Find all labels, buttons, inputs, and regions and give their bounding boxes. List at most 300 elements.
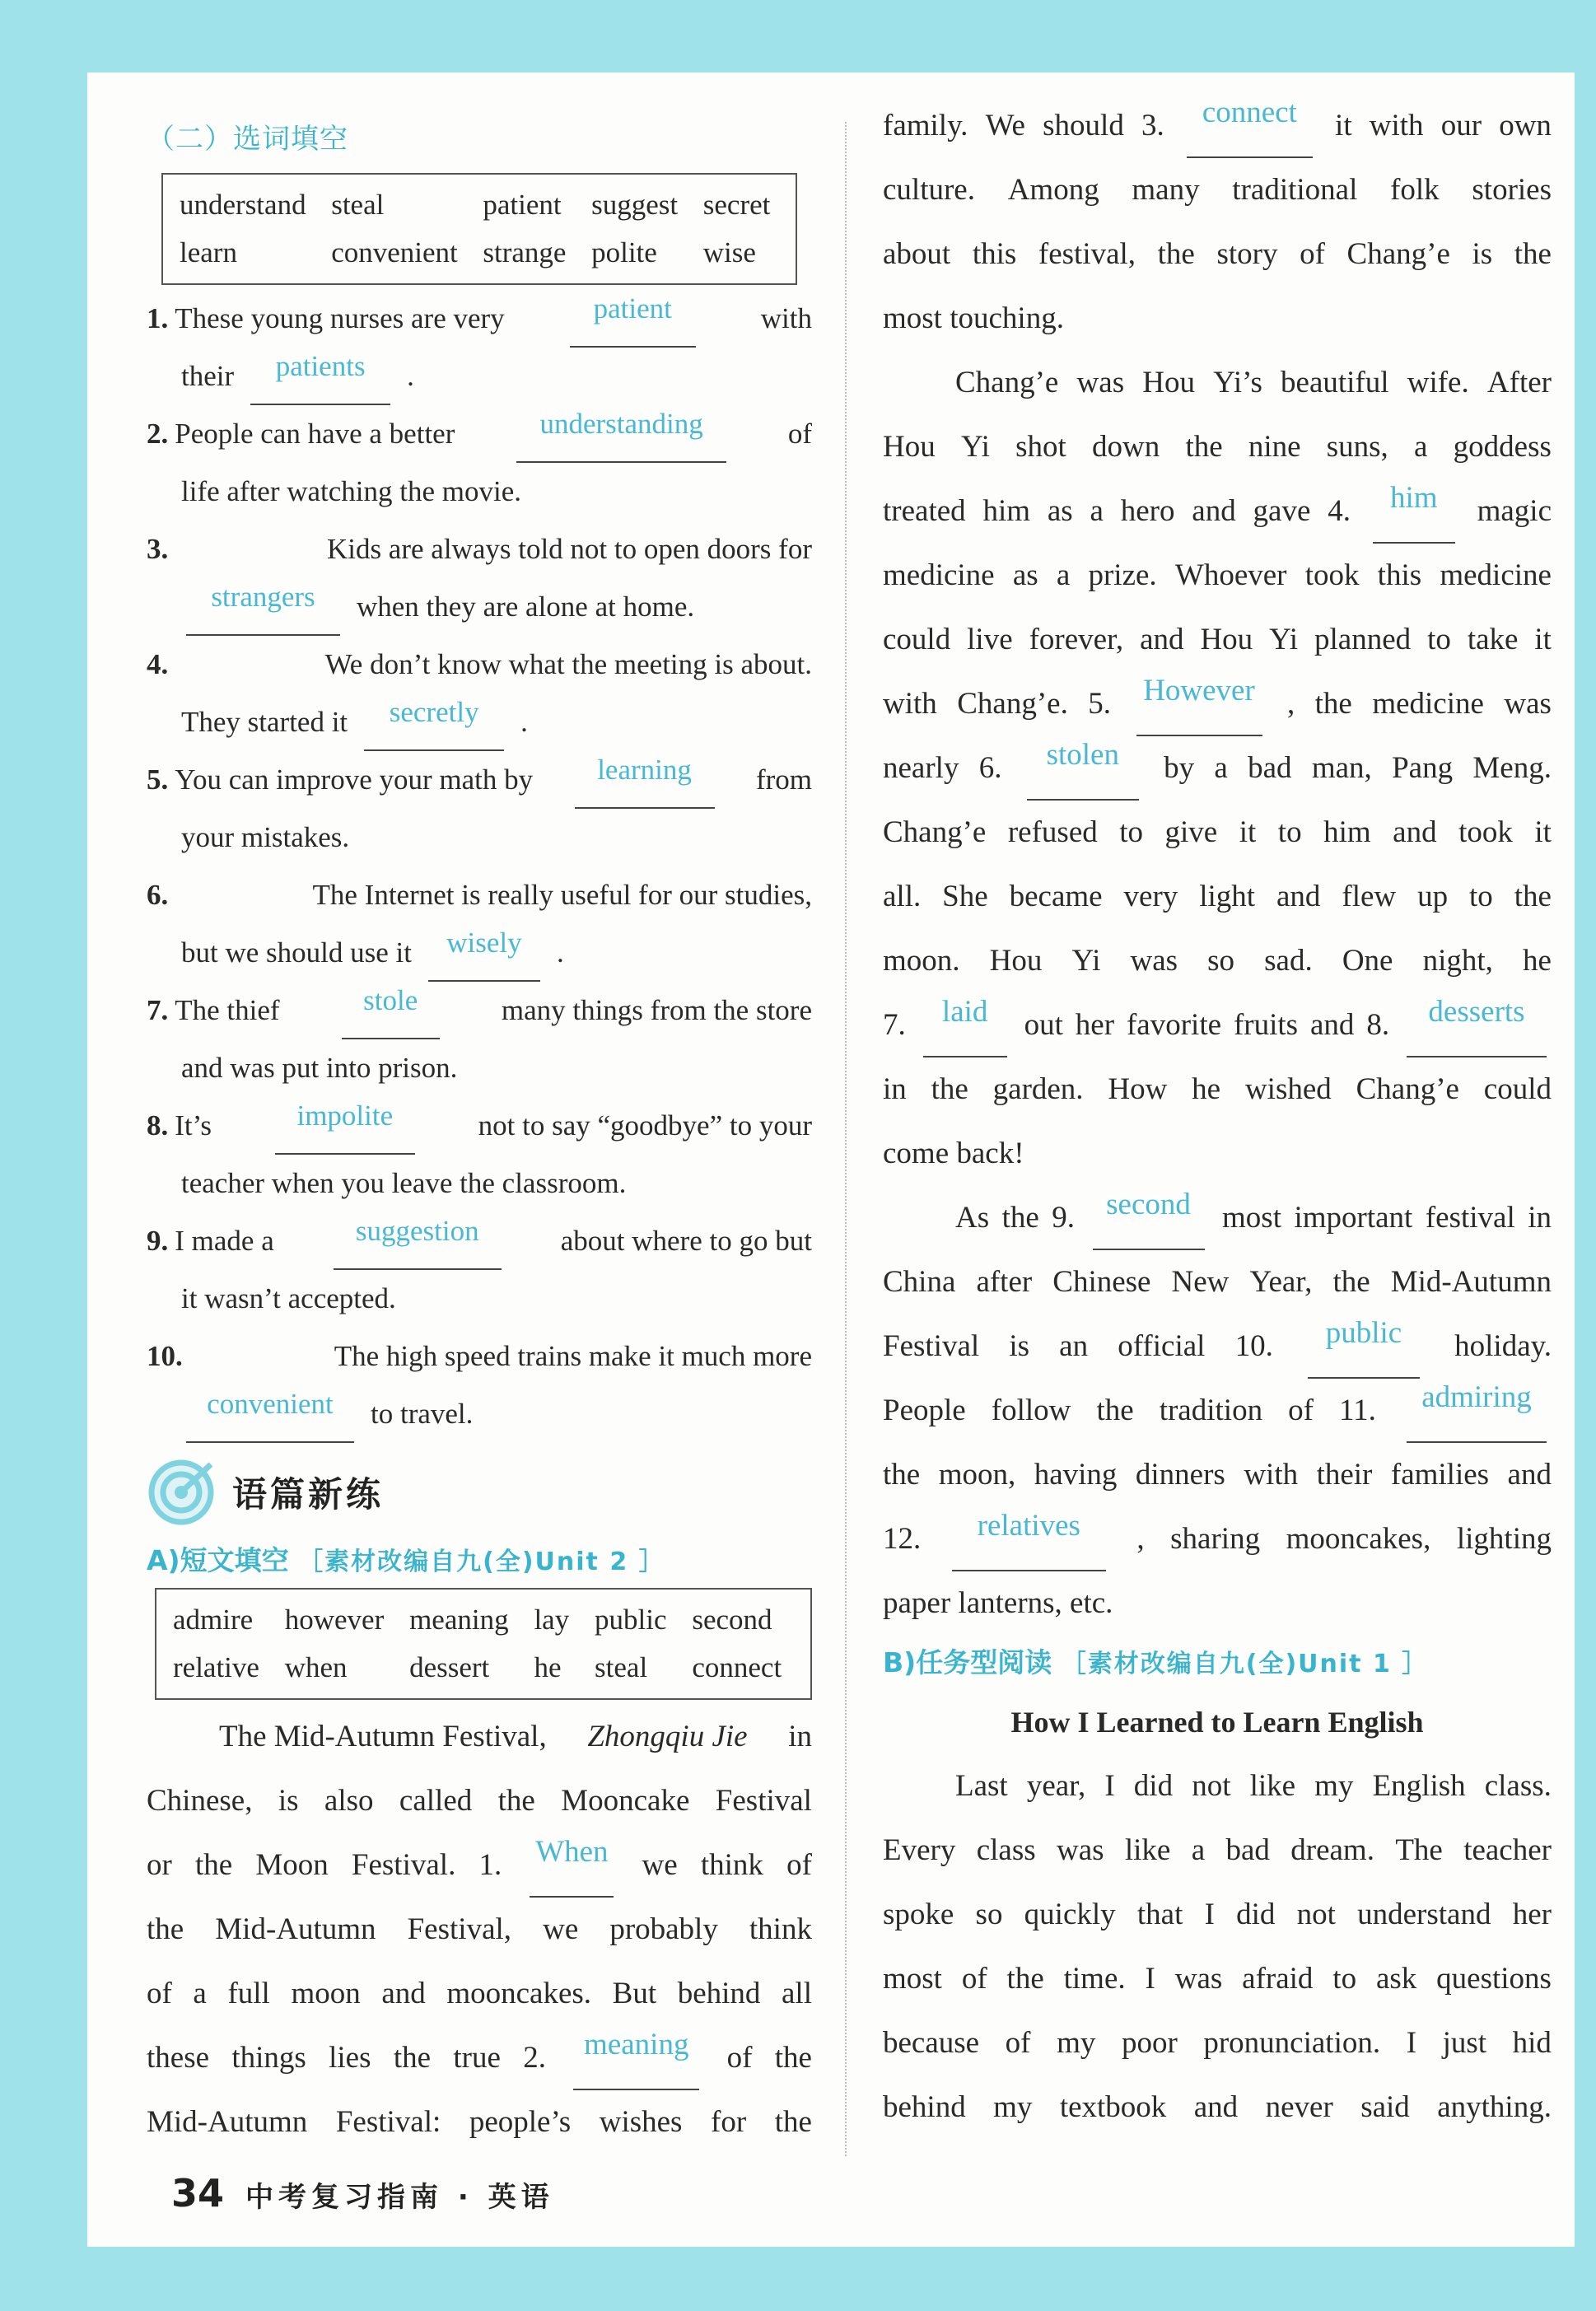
text-segment: Mid-Autumn	[215, 1912, 376, 1946]
answer-blank[interactable]: patient	[570, 290, 696, 348]
text-segment: festival	[1425, 1201, 1515, 1235]
text-segment: magic	[1477, 494, 1552, 528]
text-segment: medicine	[1372, 687, 1484, 721]
text-segment: Moon	[255, 1848, 329, 1882]
text-segment: we	[543, 1912, 579, 1946]
text-segment: .	[520, 706, 528, 738]
question-first-segment	[147, 751, 533, 809]
passage-line	[147, 1769, 812, 1833]
left-column	[147, 72, 812, 2155]
text-segment: behind	[883, 2090, 966, 2124]
passage-line	[883, 993, 1552, 1057]
text-segment: sad.	[1264, 944, 1313, 978]
text-segment: families	[1390, 1458, 1490, 1492]
text-segment: to	[1469, 880, 1493, 913]
text-segment: with	[760, 302, 812, 334]
text-segment: the	[1001, 1201, 1039, 1235]
text-segment: Festival.	[351, 1848, 456, 1882]
text-segment: follow	[991, 1394, 1071, 1427]
question-text	[147, 636, 812, 693]
text-segment: like	[1124, 1833, 1171, 1867]
question-text	[147, 1212, 812, 1270]
text-segment: dinners	[1135, 1458, 1225, 1492]
passage-line	[883, 801, 1552, 865]
text-segment: or	[147, 1848, 172, 1882]
question-line	[147, 924, 812, 982]
blank-number: 10.	[1234, 1329, 1273, 1363]
section-title: （二）选词填空	[147, 123, 348, 156]
text-segment: teacher when you leave the classroom.	[181, 1167, 627, 1199]
passage-line	[883, 2011, 1552, 2075]
blank-number: 8.	[1366, 1008, 1390, 1042]
text-segment: probably	[609, 1912, 718, 1946]
word-bank-item: public	[595, 1604, 667, 1636]
text-segment: time.	[1063, 1962, 1126, 1996]
answer-blank[interactable]: admiring	[1407, 1379, 1547, 1443]
blank-number: 4.	[1328, 494, 1351, 528]
text-segment: They started it	[181, 706, 348, 738]
text-segment: Last	[955, 1769, 1008, 1803]
word-bank-box-a	[155, 1588, 812, 1700]
text-segment: mooncakes.	[446, 1977, 592, 2010]
passage-a-left	[147, 1705, 812, 2155]
text-segment: their	[181, 360, 235, 392]
blank-number: 6.	[978, 751, 1002, 785]
text-segment: Whoever	[1174, 558, 1287, 592]
text-segment: in	[883, 1072, 907, 1106]
text-segment: gave	[1253, 494, 1311, 528]
text-segment: Kids are always told not to open doors for	[326, 533, 812, 565]
question-text	[147, 405, 812, 463]
answer-blank[interactable]: relatives	[952, 1507, 1106, 1571]
text-segment: not	[1296, 1898, 1336, 1931]
text-segment: all	[782, 1977, 812, 2010]
question-line	[147, 636, 812, 693]
text-segment: .	[556, 936, 564, 969]
passage-line	[883, 1314, 1552, 1379]
text-segment: understand	[1357, 1898, 1491, 1931]
text-segment: wished	[1244, 1072, 1332, 1106]
question-number: 6.	[147, 879, 169, 911]
passage-line	[147, 1705, 812, 1769]
word-bank-item: steal	[595, 1651, 648, 1683]
question-text	[147, 1097, 812, 1155]
answer-blank[interactable]: desserts	[1407, 993, 1547, 1057]
text-segment: moon	[291, 1977, 361, 2010]
text-segment: paper lanterns, etc.	[883, 1586, 1113, 1620]
text-segment: festival,	[1038, 237, 1136, 271]
question-item	[147, 290, 812, 405]
question-line	[147, 463, 812, 521]
text-segment: up	[1417, 880, 1449, 913]
text-segment: very	[1123, 880, 1178, 913]
passage-line	[883, 1754, 1552, 1818]
passage-line	[883, 544, 1552, 608]
passage-line	[883, 94, 1552, 158]
text-segment: a	[1090, 494, 1104, 528]
word-bank-item: learn	[180, 236, 237, 268]
word-bank-item: when	[284, 1651, 348, 1683]
text-segment: life after watching the movie.	[181, 475, 522, 507]
text-segment: Chang’e	[1346, 237, 1450, 271]
question-item	[147, 1097, 812, 1212]
text-segment: it	[1534, 815, 1552, 849]
text-segment: I made a	[175, 1225, 274, 1257]
text-segment: holiday.	[1454, 1329, 1552, 1363]
text-segment: took	[1304, 558, 1360, 592]
text-segment: spoke	[883, 1898, 954, 1931]
question-text	[147, 866, 812, 924]
text-segment: things	[231, 2041, 306, 2075]
text-segment: nine	[1248, 430, 1301, 464]
text-segment: Mid-Autumn	[1390, 1265, 1552, 1299]
answer-blank[interactable]: suggestion	[334, 1212, 502, 1270]
answer-blank[interactable]: convenient	[186, 1385, 354, 1443]
text-segment: he	[1192, 1072, 1221, 1106]
text-segment: The Internet is really useful for our studies,	[312, 879, 812, 911]
answer-blank[interactable]: wisely	[428, 924, 540, 982]
passage-line	[147, 1962, 812, 2026]
answer-blank[interactable]: patients	[250, 348, 390, 405]
answer-blank[interactable]: impolite	[275, 1097, 415, 1155]
question-list	[147, 290, 812, 1443]
passage-line	[883, 1883, 1552, 1947]
passage-line	[147, 2026, 812, 2090]
text-segment: traditional	[1232, 173, 1358, 207]
passage-a-right	[883, 94, 1552, 1636]
text-segment: Mid-Autumn	[147, 2105, 308, 2139]
text-segment: in	[788, 1720, 812, 1753]
blank-number: 3.	[1141, 109, 1164, 142]
text-segment: the	[1314, 687, 1352, 721]
text-segment: fruits	[1233, 1008, 1299, 1042]
text-segment: We	[985, 109, 1025, 142]
question-line	[147, 290, 812, 348]
question-text	[147, 751, 812, 809]
text-segment: moon,	[938, 1458, 1016, 1492]
text-segment: Among	[1007, 173, 1099, 207]
text-segment: is	[278, 1784, 299, 1818]
text-segment: poor	[1121, 2026, 1178, 2060]
blank-number: 11.	[1339, 1394, 1376, 1427]
text-segment: You can improve your math by	[175, 763, 534, 796]
text-segment: as	[1047, 494, 1073, 528]
text-segment: It’s	[175, 1109, 212, 1141]
passage-b	[883, 1754, 1552, 2140]
text-segment: this	[1377, 558, 1422, 592]
passage-line	[883, 158, 1552, 222]
part-a-label: A)短文填空	[147, 1544, 289, 1576]
question-line	[147, 521, 812, 578]
text-segment: suns,	[1326, 430, 1388, 464]
passage-line	[147, 1833, 812, 1898]
text-segment: and	[1140, 623, 1184, 656]
target-icon	[147, 1458, 216, 1527]
question-number: 9.	[147, 1225, 169, 1257]
text-segment: with	[1244, 1458, 1299, 1492]
text-segment: never	[1265, 2090, 1333, 2124]
article-title: How I Learned to Learn English	[1010, 1706, 1424, 1739]
question-item	[147, 405, 812, 521]
text-segment: of	[726, 2041, 753, 2075]
text-segment: tradition	[1159, 1394, 1263, 1427]
answer-blank[interactable]: connect	[1187, 94, 1313, 158]
question-text	[147, 982, 812, 1039]
word-bank-item: suggest	[591, 189, 679, 221]
right-column	[883, 72, 1552, 2140]
text-segment: ,	[1136, 1522, 1145, 1556]
text-segment: was	[1504, 687, 1552, 721]
text-segment: not to say “goodbye” to your	[478, 1109, 812, 1141]
text-segment: wishes	[599, 2105, 683, 2139]
text-segment: the	[1514, 237, 1552, 271]
text-segment: story	[1216, 237, 1278, 271]
text-segment: Mooncake	[561, 1784, 690, 1818]
passage-line	[883, 351, 1552, 415]
question-line	[147, 1270, 812, 1328]
text-segment: These young nurses are very	[175, 302, 505, 334]
blank-number: 5.	[1088, 687, 1112, 721]
text-segment: teacher	[1463, 1833, 1552, 1867]
text-segment: her	[1075, 1008, 1115, 1042]
text-segment: Festival	[883, 1329, 980, 1363]
word-bank-item: polite	[591, 236, 657, 268]
text-segment: most	[1222, 1201, 1281, 1235]
text-segment: the	[497, 1784, 535, 1818]
text-segment: but we should use it	[181, 936, 412, 969]
question-number: 3.	[147, 533, 169, 565]
text-segment: my	[993, 2090, 1033, 2124]
text-segment: it wasn’t accepted.	[181, 1282, 396, 1314]
text-segment: to	[1332, 1962, 1357, 1996]
question-number: 4.	[147, 648, 169, 680]
answer-blank[interactable]: However	[1136, 672, 1262, 736]
blank-number: 9.	[1052, 1201, 1076, 1235]
text-segment: shot	[1015, 430, 1066, 464]
question-item	[147, 1212, 812, 1328]
text-segment: after	[976, 1265, 1033, 1299]
text-segment: of	[1005, 2026, 1031, 2060]
text-segment: Chang’e.	[957, 687, 1068, 721]
word-bank-item: however	[284, 1604, 385, 1636]
text-segment: Festival,	[407, 1912, 512, 1946]
text-segment: Hou	[1142, 366, 1196, 399]
text-segment: did	[1133, 1769, 1174, 1803]
text-segment: he	[1522, 944, 1552, 978]
text-segment: not	[1192, 1769, 1231, 1803]
text-segment: an	[1059, 1329, 1089, 1363]
text-segment: anything.	[1437, 2090, 1552, 2124]
question-item	[147, 751, 812, 866]
text-segment: But	[612, 1977, 657, 2010]
text-segment: and	[1507, 1458, 1552, 1492]
text-segment: the	[1006, 1962, 1044, 1996]
text-segment: to	[1119, 815, 1144, 849]
word-bank-item: wise	[702, 236, 756, 268]
page-footer	[171, 2171, 554, 2215]
text-segment: full	[227, 1977, 270, 2010]
text-segment: garden.	[992, 1072, 1084, 1106]
question-line	[147, 1039, 812, 1097]
part-b-heading	[883, 1636, 1552, 1690]
question-first-segment	[147, 982, 280, 1039]
question-first-segment	[147, 1328, 812, 1385]
part-a-heading	[147, 1534, 812, 1588]
text-segment: most	[883, 1962, 942, 1996]
word-bank-item: patient	[483, 189, 562, 221]
text-segment: come back!	[883, 1137, 1024, 1170]
text-segment: refused	[1007, 815, 1098, 849]
text-segment: a	[1414, 430, 1428, 464]
text-segment: the	[147, 1912, 184, 1946]
text-segment: year,	[1026, 1769, 1086, 1803]
text-segment: her	[1512, 1898, 1552, 1931]
text-segment: called	[399, 1784, 473, 1818]
passage-line	[883, 1443, 1552, 1507]
text-segment: your mistakes.	[181, 821, 350, 853]
text-segment: Meng.	[1472, 751, 1552, 785]
answer-blank[interactable]: laid	[923, 993, 1007, 1057]
text-segment: think	[700, 1848, 763, 1882]
text-segment: ,	[1286, 687, 1295, 721]
text-segment: ask	[1375, 1962, 1417, 1996]
text-segment: to	[1277, 815, 1302, 849]
text-segment: him	[982, 494, 1031, 528]
text-segment: The thief	[175, 994, 280, 1026]
text-segment: English	[1372, 1769, 1466, 1803]
passage-line	[883, 1379, 1552, 1443]
text-segment: became	[1009, 880, 1103, 913]
question-line	[147, 693, 812, 751]
answer-blank[interactable]: When	[530, 1833, 614, 1898]
passage-line	[883, 736, 1552, 801]
book-title: 中考复习指南 · 英语	[245, 2181, 554, 2214]
answer-blank[interactable]: strangers	[186, 578, 340, 636]
text-segment: forever,	[1029, 623, 1124, 656]
text-segment: .	[407, 360, 414, 392]
word-bank-item: secret	[702, 189, 771, 221]
text-segment: about	[883, 237, 951, 271]
text-segment: the	[1332, 1265, 1370, 1299]
text-segment: the	[1514, 880, 1552, 913]
text-segment: Chang’e	[883, 815, 987, 849]
text-segment: hero	[1120, 494, 1175, 528]
text-segment: She	[942, 880, 988, 913]
text-segment: Year,	[1249, 1265, 1313, 1299]
passage-line	[883, 222, 1552, 287]
text-segment: The Mid-Autumn Festival,	[219, 1720, 547, 1753]
text-segment: a	[193, 1977, 207, 2010]
text-segment: with	[883, 687, 937, 721]
text-segment: Chang’e	[1356, 1072, 1459, 1106]
text-segment: said	[1360, 2090, 1410, 2124]
text-segment: Yi	[1269, 623, 1299, 656]
answer-blank[interactable]: learning	[575, 751, 715, 809]
passage-line	[883, 672, 1552, 736]
text-segment: about where to go but	[560, 1225, 812, 1257]
text-segment: Yi	[960, 430, 990, 464]
question-item	[147, 521, 812, 636]
text-segment: night,	[1422, 944, 1493, 978]
text-segment: I	[1406, 2026, 1417, 2060]
text-segment: the	[393, 2041, 432, 2075]
answer-blank[interactable]: him	[1373, 479, 1455, 544]
question-first-segment	[147, 1212, 274, 1270]
text-segment: One	[1342, 944, 1393, 978]
text-segment: the	[1185, 430, 1223, 464]
text-segment: of	[787, 418, 812, 450]
text-segment: afraid	[1242, 1962, 1314, 1996]
word-bank-item: second	[692, 1604, 772, 1636]
text-segment: and	[1192, 494, 1236, 528]
answer-blank[interactable]: public	[1308, 1314, 1420, 1379]
text-segment: the	[883, 1458, 921, 1492]
passage-line	[883, 929, 1552, 993]
blank-number: 7.	[883, 1008, 906, 1042]
question-item	[147, 982, 812, 1097]
question-line	[147, 1328, 812, 1385]
text-segment: a	[1214, 751, 1228, 785]
text-segment: of	[147, 1977, 172, 2010]
answer-blank[interactable]: understanding	[516, 405, 726, 463]
text-segment: to travel.	[371, 1398, 474, 1430]
text-segment: questions	[1436, 1962, 1552, 1996]
passage-line	[883, 415, 1552, 479]
question-text	[147, 521, 812, 578]
question-number: 5.	[147, 763, 169, 796]
part-b-source: ［素材改编自九(全)Unit 1 ］	[1061, 1650, 1429, 1678]
part-a-source: ［素材改编自九(全)Unit 2 ］	[298, 1548, 665, 1576]
text-segment: a	[1056, 558, 1071, 592]
text-segment: by	[1164, 751, 1195, 785]
question-line	[147, 866, 812, 924]
answer-blank[interactable]: second	[1093, 1186, 1205, 1250]
passage-line	[883, 1186, 1552, 1250]
text-segment: planned	[1314, 623, 1412, 656]
text-segment: bad	[1225, 1833, 1270, 1867]
text-segment: China	[883, 1265, 956, 1299]
word-bank-item: convenient	[331, 236, 458, 268]
answer-blank[interactable]: stole	[342, 982, 440, 1039]
word-bank-box	[161, 173, 797, 285]
text-segment: Hou	[883, 430, 936, 464]
text-segment: sharing	[1170, 1522, 1261, 1556]
text-segment: and	[1193, 2090, 1239, 2124]
passage-line	[147, 2090, 812, 2155]
answer-blank[interactable]: meaning	[573, 2026, 699, 2090]
text-segment: down	[1092, 430, 1160, 464]
passage-line	[883, 2075, 1552, 2140]
word-bank-item: understand	[180, 189, 306, 221]
text-segment: could	[883, 623, 951, 656]
text-segment: their	[1316, 1458, 1373, 1492]
text-segment: flew	[1342, 880, 1397, 913]
text-segment: The high speed trains make it much more	[334, 1340, 812, 1372]
text-segment: the	[774, 2105, 812, 2139]
practice-heading: 语篇新练	[232, 1474, 385, 1515]
answer-blank[interactable]: secretly	[364, 693, 504, 751]
passage-line	[883, 1057, 1552, 1122]
text-segment: my	[1057, 2026, 1096, 2060]
text-segment: people’s	[469, 2105, 572, 2139]
text-segment: did	[1236, 1898, 1276, 1931]
text-segment: lies	[329, 2041, 371, 2075]
text-segment: for	[711, 2105, 747, 2139]
answer-blank[interactable]: stolen	[1027, 736, 1139, 801]
text-segment: is	[1472, 237, 1493, 271]
text-segment: in	[1528, 1201, 1552, 1235]
text-segment: our	[1440, 109, 1482, 142]
